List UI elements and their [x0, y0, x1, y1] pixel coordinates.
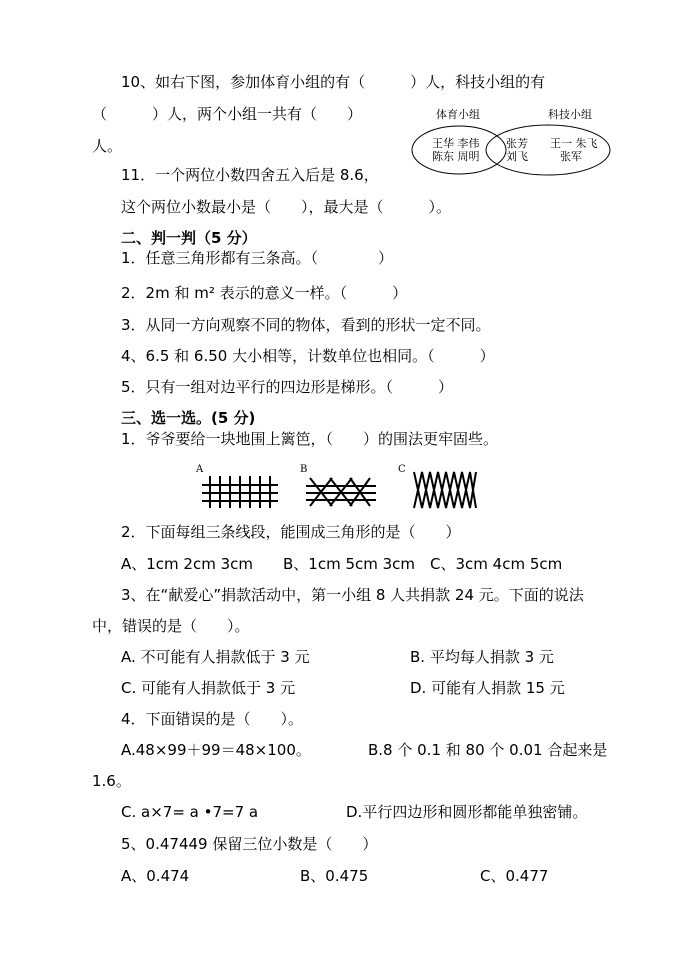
- venn-right-label: 科技小组: [548, 108, 592, 121]
- q10-line2: （ ）人，两个小组一共有（ ）: [92, 105, 363, 123]
- venn-left-label: 体育小组: [436, 108, 480, 121]
- section3-q1: 1．爷爷要给一块地围上篱笆，（ ）的围法更牢固些。: [121, 430, 499, 448]
- venn-mid-row2: 刘飞: [506, 150, 528, 163]
- section3-q2: 2．下面每组三条线段，能围成三角形的是（ ）: [121, 523, 461, 541]
- section3-q5-option-c: C、0.477: [480, 867, 549, 885]
- venn-mid-row1: 张芳: [506, 137, 528, 150]
- section3-q5-option-a: A、0.474: [121, 867, 190, 885]
- section3-q3-option-a: A. 不可能有人捐款低于 3 元: [121, 648, 310, 666]
- section2-item-5: 5．只有一组对边平行的四边形是梯形。（ ）: [121, 378, 454, 396]
- venn-right-ellipse: [486, 125, 610, 175]
- fence-label-b: B: [300, 464, 308, 475]
- fence-label-a: A: [196, 464, 204, 475]
- section3-q3-option-c: C. 可能有人捐款低于 3 元: [121, 679, 296, 697]
- section3-q3-option-b: B. 平均每人捐款 3 元: [410, 648, 554, 666]
- section3-q3-option-d: D. 可能有人捐款 15 元: [410, 679, 565, 697]
- section3-heading: 三、选一选。(5 分): [121, 409, 256, 427]
- section2-heading: 二、判一判（5 分）: [121, 229, 257, 247]
- section3-q2-options: A、1cm 2cm 3cm B、1cm 5cm 3cm C、3cm 4cm 5cm: [121, 555, 563, 573]
- fence-b-drawing: [306, 472, 378, 517]
- venn-right-row2: 张军: [560, 150, 582, 163]
- venn-left-row1: 王华 李伟: [432, 137, 480, 150]
- q10-line3: 人。: [92, 137, 123, 155]
- fence-a-drawing: [200, 472, 280, 517]
- section2-item-3: 3．从同一方向观察不同的物体，看到的形状一定不同。: [121, 316, 491, 334]
- fence-label-c: C: [398, 464, 406, 475]
- section3-q4-option-b-cont: 1.6。: [92, 772, 131, 790]
- q11-line1: 11．一个两位小数四舍五入后是 8.6，: [121, 166, 379, 184]
- section2-item-4: 4、6.5 和 6.50 大小相等，计数单位也相同。（ ）: [121, 347, 495, 365]
- section3-q5: 5、0.47449 保留三位小数是（ ）: [121, 835, 378, 853]
- section3-q5-option-b: B、0.475: [300, 867, 369, 885]
- venn-left-row2: 陈东 周明: [432, 150, 480, 163]
- section2-item-1: 1．任意三角形都有三条高。（ ）: [121, 249, 394, 267]
- q10-line1: 10、如右下图，参加体育小组的有（ ）人，科技小组的有: [121, 73, 546, 91]
- section3-q3-line2: 中，错误的是（ ）。: [92, 617, 250, 635]
- section3-q4-option-a: A.48×99＋99＝48×100。: [121, 741, 311, 759]
- section3-q4-option-d: D.平行四边形和圆形都能单独密铺。: [346, 803, 588, 821]
- fence-c-drawing: [412, 470, 484, 515]
- section3-q4-option-b: B.8 个 0.1 和 80 个 0.01 合起来是: [368, 741, 608, 759]
- q11-line2: 这个两位小数最小是（ ），最大是（ ）。: [121, 198, 452, 216]
- section3-q3-line1: 3、在“献爱心”捐款活动中，第一小组 8 人共捐款 24 元。下面的说法: [121, 586, 584, 604]
- section2-item-2: 2．2m 和 m² 表示的意义一样。（ ）: [121, 284, 408, 302]
- section3-q4: 4．下面错误的是（ ）。: [121, 710, 304, 728]
- venn-diagram: [400, 100, 620, 180]
- section3-q4-option-c: C. a×7= a •7=7 a: [121, 803, 259, 821]
- venn-right-row1: 王一 朱飞: [550, 137, 598, 150]
